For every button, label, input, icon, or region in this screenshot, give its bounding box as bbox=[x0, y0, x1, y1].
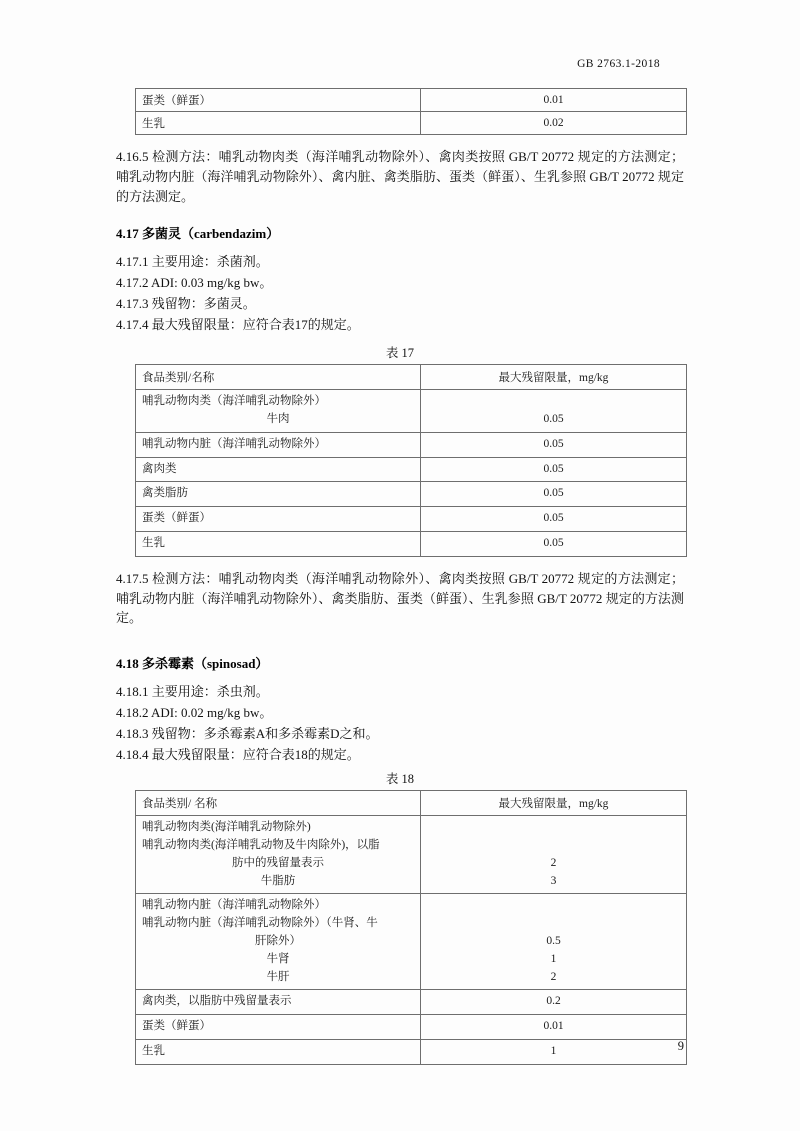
mrl-value-cell bbox=[421, 1015, 687, 1040]
page-content bbox=[116, 88, 684, 1065]
food-category-cell bbox=[136, 894, 421, 990]
food-category-cell bbox=[136, 816, 421, 894]
food-category-lines bbox=[142, 535, 414, 553]
mrl-value-line: 1 bbox=[550, 1045, 557, 1058]
mrl-value-lines bbox=[427, 393, 680, 429]
food-category-line: 蛋类（鲜蛋） bbox=[142, 1020, 211, 1033]
food-category-cell bbox=[136, 432, 421, 457]
table-row bbox=[136, 507, 687, 532]
food-category-cell bbox=[136, 507, 421, 532]
table-17-head bbox=[136, 365, 687, 390]
food-category-lines bbox=[142, 1018, 414, 1036]
table-row bbox=[136, 390, 687, 433]
food-category-cell bbox=[136, 1040, 421, 1065]
table-row bbox=[136, 457, 687, 482]
food-category-line: 禽肉类，以脂肪中残留量表示 bbox=[142, 995, 292, 1008]
food-category-lines bbox=[142, 819, 414, 890]
table-row bbox=[136, 112, 687, 135]
table-row bbox=[136, 990, 687, 1015]
table-18-head bbox=[136, 791, 687, 816]
food-category-line: 禽类脂肪 bbox=[142, 487, 188, 500]
food-category-lines bbox=[142, 436, 414, 454]
table-17 bbox=[135, 364, 687, 557]
item-4-18-3: 4.18.3 残留物：多杀霉素A和多杀霉素D之和。 bbox=[116, 726, 379, 742]
item-4-17-2: 4.17.2 ADI: 0.03 mg/kg bw。 bbox=[116, 275, 273, 291]
food-category-line: 牛脂肪 bbox=[260, 874, 296, 887]
food-category-cell: 蛋类（鲜蛋） bbox=[136, 89, 421, 112]
table-row bbox=[136, 1040, 687, 1065]
mrl-value-line: 0.05 bbox=[543, 462, 564, 475]
food-category-line: 生乳 bbox=[142, 537, 165, 550]
food-category-line: 哺乳动物内脏（海洋哺乳动物除外）（牛肾、牛 bbox=[142, 917, 378, 930]
mrl-value-lines bbox=[427, 485, 680, 503]
mrl-value-lines bbox=[427, 461, 680, 479]
mrl-value-cell: 0.02 bbox=[421, 112, 687, 135]
food-category-lines bbox=[142, 1043, 414, 1061]
food-category-line: 禽肉类 bbox=[142, 462, 177, 475]
food-category-cell bbox=[136, 532, 421, 557]
mrl-value-cell bbox=[421, 894, 687, 990]
food-category-line: 牛肝 bbox=[266, 970, 290, 983]
mrl-value-cell: 0.01 bbox=[421, 89, 687, 112]
column-header-mrl: 最大残留限量，mg/kg bbox=[421, 791, 687, 816]
food-category-lines bbox=[142, 393, 414, 429]
food-category-cell bbox=[136, 990, 421, 1015]
column-header-food-category: 食品类别/名称 bbox=[136, 365, 421, 390]
food-category-lines bbox=[142, 485, 414, 503]
item-4-18-2: 4.18.2 ADI: 0.02 mg/kg bw。 bbox=[116, 705, 273, 721]
mrl-value-cell bbox=[421, 482, 687, 507]
table-header-row bbox=[136, 365, 687, 390]
food-category-line: 生乳 bbox=[142, 1045, 165, 1058]
mrl-value-lines bbox=[427, 510, 680, 528]
mrl-value-lines bbox=[427, 1043, 680, 1061]
column-header-mrl: 最大残留限量，mg/kg bbox=[421, 365, 687, 390]
food-category-line: 哺乳动物内脏（海洋哺乳动物除外） bbox=[142, 899, 326, 912]
paragraph-4-16-5: 4.16.5 检测方法：哺乳动物肉类（海洋哺乳动物除外）、禽肉类按照 GB/T 20772 规定的方法测定；哺乳动物内脏（海洋哺乳动物除外）、禽内脏、禽类脂肪、蛋类（鲜蛋）、生乳参照 GB/T 20772 规定的方法测定。 bbox=[116, 149, 684, 204]
mrl-value-cell bbox=[421, 390, 687, 433]
mrl-value-cell bbox=[421, 1040, 687, 1065]
food-category-line: 蛋类（鲜蛋） bbox=[142, 512, 211, 525]
mrl-value-lines bbox=[427, 897, 680, 986]
table-17-caption: 表 17 bbox=[385, 346, 415, 361]
food-category-lines bbox=[142, 510, 414, 528]
mrl-value-line: 0.05 bbox=[543, 487, 564, 500]
table-row bbox=[136, 532, 687, 557]
mrl-value-line: 2 bbox=[550, 970, 557, 983]
mrl-value-line: 0.05 bbox=[543, 537, 564, 550]
table-18-caption: 表 18 bbox=[385, 772, 415, 787]
mrl-value-cell bbox=[421, 457, 687, 482]
section-heading-4-17: 4.17 多菌灵（carbendazim） bbox=[116, 226, 280, 242]
food-category-line: 肝除外） bbox=[255, 935, 301, 948]
mrl-value-line: 3 bbox=[550, 874, 557, 887]
food-category-line: 哺乳动物肉类(海洋哺乳动物及牛肉除外)，以脂 bbox=[142, 838, 380, 851]
mrl-value-lines bbox=[427, 1018, 680, 1036]
item-4-17-3: 4.17.3 残留物：多菌灵。 bbox=[116, 296, 256, 312]
food-category-line: 哺乳动物肉类（海洋哺乳动物除外） bbox=[142, 395, 326, 408]
table-row bbox=[136, 89, 687, 112]
page-number: 9 bbox=[677, 1039, 684, 1053]
mrl-value-line: 2 bbox=[550, 856, 557, 869]
item-4-17-4: 4.17.4 最大残留限量：应符合表17的规定。 bbox=[116, 317, 360, 333]
mrl-value-lines bbox=[427, 535, 680, 553]
table-continued-previous-body bbox=[136, 89, 687, 135]
food-category-cell: 生乳 bbox=[136, 112, 421, 135]
table-row bbox=[136, 816, 687, 894]
table-continued-previous bbox=[135, 88, 687, 135]
food-category-line: 哺乳动物内脏（海洋哺乳动物除外） bbox=[142, 437, 326, 450]
paragraph-4-17-5: 4.17.5 检测方法：哺乳动物肉类（海洋哺乳动物除外）、禽肉类按照 GB/T 20772 规定的方法测定；哺乳动物内脏（海洋哺乳动物除外）、禽类脂肪、蛋类（鲜蛋）、生乳参照 GB/T 20772 规定的方法测定。 bbox=[116, 570, 684, 626]
mrl-value-line: 0.5 bbox=[546, 935, 561, 948]
table-row bbox=[136, 1015, 687, 1040]
mrl-value-lines bbox=[427, 819, 680, 890]
food-category-line: 哺乳动物肉类(海洋哺乳动物除外) bbox=[142, 821, 311, 834]
food-category-lines bbox=[142, 993, 414, 1011]
food-category-line: 肪中的残留量表示 bbox=[232, 856, 324, 869]
table-row bbox=[136, 894, 687, 990]
mrl-value-line: 1 bbox=[550, 952, 557, 965]
section-heading-4-18: 4.18 多杀霉素（spinosad） bbox=[116, 656, 269, 672]
mrl-value-cell bbox=[421, 990, 687, 1015]
food-category-cell bbox=[136, 390, 421, 433]
column-header-food-category: 食品类别/ 名称 bbox=[136, 791, 421, 816]
food-category-lines bbox=[142, 461, 414, 479]
item-4-17-1: 4.17.1 主要用途：杀菌剂。 bbox=[116, 254, 269, 270]
table-row bbox=[136, 432, 687, 457]
food-category-line: 牛肾 bbox=[266, 952, 290, 965]
mrl-value-lines bbox=[427, 436, 680, 454]
table-row bbox=[136, 482, 687, 507]
running-header-standard-code: GB 2763.1-2018 bbox=[577, 58, 660, 70]
mrl-value-cell bbox=[421, 507, 687, 532]
mrl-value-line: 0.05 bbox=[543, 413, 564, 426]
mrl-value-cell bbox=[421, 816, 687, 894]
mrl-value-line: 0.05 bbox=[543, 512, 564, 525]
mrl-value-cell bbox=[421, 432, 687, 457]
food-category-lines bbox=[142, 897, 414, 986]
mrl-value-line: 0.05 bbox=[543, 437, 564, 450]
item-4-18-1: 4.18.1 主要用途：杀虫剂。 bbox=[116, 683, 269, 699]
mrl-value-line: 0.2 bbox=[546, 995, 561, 1008]
mrl-value-lines bbox=[427, 993, 680, 1011]
food-category-cell bbox=[136, 1015, 421, 1040]
mrl-value-cell bbox=[421, 532, 687, 557]
table-header-row bbox=[136, 791, 687, 816]
table-18 bbox=[135, 790, 687, 1065]
table-18-body bbox=[136, 816, 687, 1065]
food-category-cell bbox=[136, 482, 421, 507]
table-17-body bbox=[136, 390, 687, 557]
food-category-line: 牛肉 bbox=[266, 413, 290, 426]
food-category-cell bbox=[136, 457, 421, 482]
mrl-value-line: 0.01 bbox=[543, 1020, 564, 1033]
item-4-18-4: 4.18.4 最大残留限量：应符合表18的规定。 bbox=[116, 747, 360, 763]
